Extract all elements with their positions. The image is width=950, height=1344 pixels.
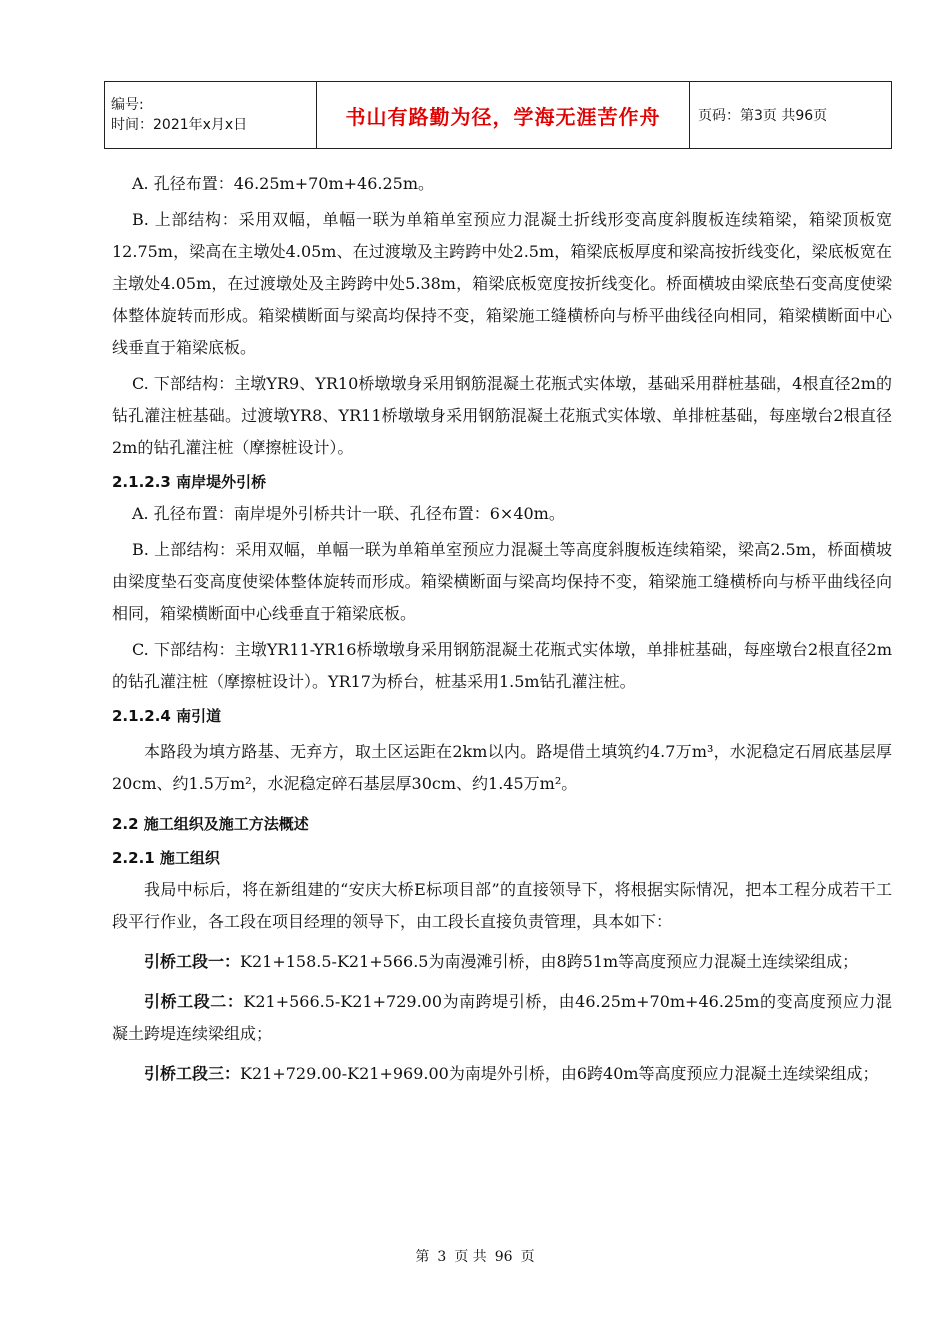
section-one-lead: 引桥工段一： (144, 952, 241, 971)
header-page-info: 页码：第3页 共96页 (690, 82, 892, 149)
section-three-lead: 引桥工段三： (144, 1064, 241, 1083)
document-number-label: 编号: (111, 97, 144, 113)
paragraph-outer-span-layout: A. 孔径布置：南岸堤外引桥共计一联、孔径布置：6×40m。 (132, 504, 565, 523)
footer-page-number: 3 (437, 1249, 447, 1265)
section-heading-construction-organization: 2.2.1 施工组织 (112, 849, 220, 867)
paragraph-outer-substructure: C. 下部结构：主墩YR11-YR16桥墩墩身采用钢筋混凝土花瓶式实体墩，单排桩基础，每座墩台2根直径2m的钻孔灌注桩（摩擦桩设计）。YR17为桥台，桩基采用1.5m钻孔灌注桩。 (112, 640, 892, 691)
section-heading-south-outer-bridge: 2.1.2.3 南岸堤外引桥 (112, 473, 267, 491)
section-two-text: K21+566.5-K21+729.00为南跨堤引桥，由46.25m+70m+46.25m的变高度预应力混凝土跨堤连续梁组成； (112, 992, 892, 1043)
paragraph-section-two (112, 986, 892, 1050)
paragraph-span-layout: A. 孔径布置：46.25m+70m+46.25m。 (132, 174, 435, 193)
section-three-text: K21+729.00-K21+969.00为南堤外引桥，由6跨40m等高度预应力混凝土连续梁组成； (240, 1064, 879, 1083)
footer-total-pages: 96 (494, 1249, 513, 1265)
footer-suffix: 页 (520, 1249, 535, 1265)
header-meta-cell (105, 82, 317, 149)
paragraph-approach-road: 本路段为填方路基、无弃方，取土区运距在2km以内。路堤借土填筑约4.7万m³，水泥稳定石屑底基层厚20cm、约1.5万m²，水泥稳定碎石基层厚30cm、约1.45万m²。 (112, 742, 892, 793)
section-heading-south-approach: 2.1.2.4 南引道 (112, 707, 222, 725)
document-body (112, 168, 892, 1090)
document-time-label: 时间：2021年x月x日 (111, 117, 248, 133)
section-one-text: K21+158.5-K21+566.5为南漫滩引桥，由8跨51m等高度预应力混凝土连续梁组成； (240, 952, 859, 971)
document-header (104, 81, 892, 149)
paragraph-superstructure: B. 上部结构：采用双幅，单幅一联为单箱单室预应力混凝土折线形变高度斜腹板连续箱梁，箱梁顶板宽12.75m，梁高在主墩处4.05m、在过渡墩及主跨跨中处2.5m，箱梁底板厚度和梁高按折线变化，梁底板宽在主墩处4.05m，在过渡墩处及主跨跨中处5.38m，箱梁底板宽度按折线变化。桥面横坡由梁底垫石变高度使梁体整体旋转而形成。箱梁横断面与梁高均保持不变，箱梁施工缝横桥向与桥平曲线径向相同，箱梁横断面中心线垂直于箱梁底板。 (112, 210, 892, 357)
footer-prefix: 第 (415, 1249, 430, 1265)
page-footer (0, 1246, 950, 1266)
section-heading-construction-overview: 2.2 施工组织及施工方法概述 (112, 815, 309, 833)
paragraph-outer-superstructure: B. 上部结构：采用双幅，单幅一联为单箱单室预应力混凝土等高度斜腹板连续箱梁，梁高2.5m，桥面横坡由梁度垫石变高度使梁体整体旋转而形成。箱梁横断面与梁高均保持不变，箱梁施工缝横桥向与桥平曲线径向相同，箱梁横断面中心线垂直于箱梁底板。 (112, 540, 892, 623)
paragraph-organization: 我局中标后，将在新组建的“安庆大桥E标项目部”的直接领导下，将根据实际情况，把本工程分成若干工段平行作业，各工段在项目经理的领导下，由工段长直接负责管理，具本如下： (112, 880, 892, 931)
header-slogan: 书山有路勤为径，学海无涯苦作舟 (317, 82, 690, 149)
footer-mid: 页 共 (454, 1249, 487, 1265)
paragraph-section-three (112, 1058, 892, 1090)
section-two-lead: 引桥工段二： (144, 992, 244, 1011)
paragraph-substructure: C. 下部结构：主墩YR9、YR10桥墩墩身采用钢筋混凝土花瓶式实体墩，基础采用群桩基础，4根直径2m的钻孔灌注桩基础。过渡墩YR8、YR11桥墩墩身采用钢筋混凝土花瓶式实体墩、单排桩基础，每座墩台2根直径2m的钻孔灌注桩（摩擦桩设计）。 (112, 374, 892, 457)
paragraph-section-one (112, 946, 892, 978)
